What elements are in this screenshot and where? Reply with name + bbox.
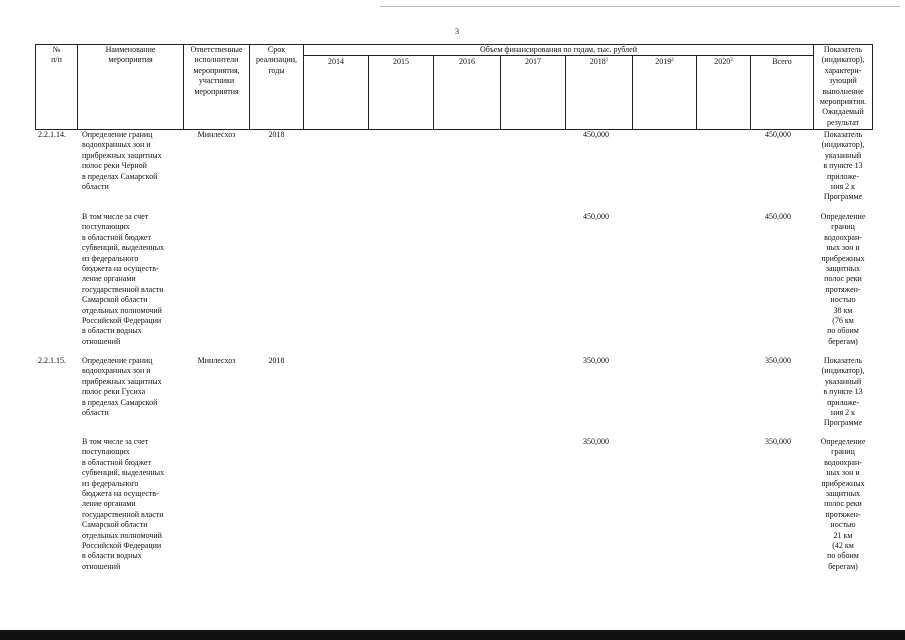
header-year-2014: 2014 — [328, 57, 344, 66]
header-year-2018: 2018$^1$ — [589, 57, 609, 66]
row-total: 450,000 — [765, 212, 791, 221]
row-number: 2.2.1.15. — [38, 356, 66, 365]
header-financing: Объем финансирования по годам, тыс. рублей — [480, 45, 637, 54]
row-responsible: Минлесхоз — [197, 130, 236, 139]
header-year-2016: 2016 — [459, 57, 475, 66]
row-term: 2018 — [268, 130, 285, 139]
row-term: 2018 — [268, 356, 285, 365]
row-responsible: Минлесхоз — [197, 356, 236, 365]
row-value-2018: 350,000 — [583, 437, 609, 446]
header-year-2017: 2017 — [525, 57, 541, 66]
row-name: Определение границ водоохранных зон и прибрежных защитных полос реки Черной в пределах Самарской области — [82, 130, 162, 192]
header-total: Всего — [772, 57, 792, 66]
row-indicator: Показатель (индикатор), указанный в пункте 13 приложе- ния 2 к Программе — [821, 130, 865, 202]
row-value-2018: 450,000 — [583, 130, 609, 139]
scan-bottom-bar — [0, 630, 905, 640]
row-name: В том числе за счет поступающих в областной бюджет субвенций, выделенных из федерального бюджета на осуществ- ление органами государственной власти Самарской области отдельных полномочий Российской Федерации в области водных отношений — [82, 437, 165, 571]
header-name: Наименование мероприятия — [105, 45, 156, 65]
header-number: № п/п — [51, 45, 62, 65]
row-value-2018: 350,000 — [583, 356, 609, 365]
row-indicator: Определение границ водоохран- ных зон и прибрежных защитных полос реки протяжен- ностью 38 км (76 км по обоим берегам) — [820, 212, 866, 346]
header-term: Срок реализации, годы — [255, 45, 298, 75]
header-indicator: Показатель (индикатор), характери- зующий выполнение мероприятия. Ожидаемый результат — [819, 45, 867, 127]
row-total: 350,000 — [765, 437, 791, 446]
row-name: В том числе за счет поступающих в областной бюджет субвенций, выделенных из федерального бюджета на осуществ- ление органами государственной власти Самарской области отдельных полномочий Российской Федерации в области водных отношений — [82, 212, 165, 346]
row-name: Определение границ водоохранных зон и прибрежных защитных полос реки Гусиха в пределах Самарской области — [82, 356, 162, 418]
row-number: 2.2.1.14. — [38, 130, 66, 139]
row-indicator: Определение границ водоохран- ных зон и прибрежных защитных полос реки протяжен- ностью 21 км (42 км по обоим берегам) — [820, 437, 866, 571]
row-total: 450,000 — [765, 130, 791, 139]
row-value-2018: 450,000 — [583, 212, 609, 221]
header-responsible: Ответственные исполнители мероприятия, участники мероприятия — [190, 45, 243, 96]
page-number: 3 — [455, 27, 459, 36]
scan-top-line — [380, 6, 900, 7]
header-year-2019: 2019$^2$ — [655, 57, 674, 66]
header-year-2015: 2015 — [393, 57, 409, 66]
row-total: 350,000 — [765, 356, 791, 365]
header-year-2020: 2020$^2$ — [714, 57, 733, 66]
row-indicator: Показатель (индикатор), указанный в пункте 13 приложе- ния 2 к Программе — [821, 356, 865, 428]
